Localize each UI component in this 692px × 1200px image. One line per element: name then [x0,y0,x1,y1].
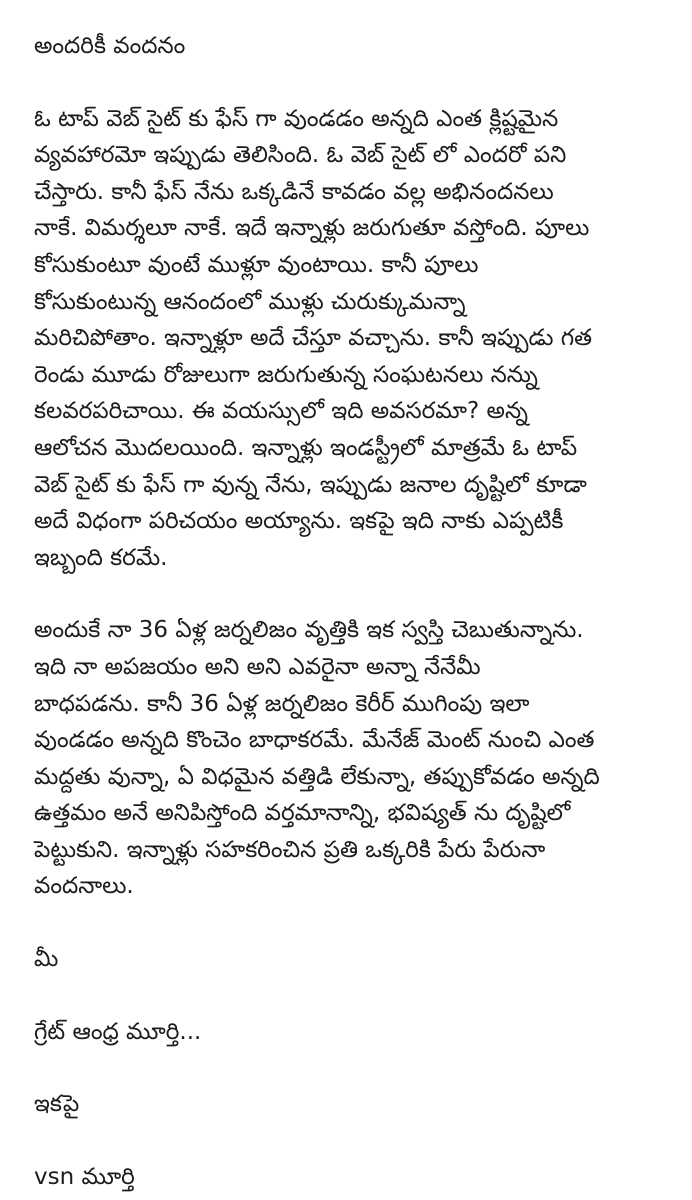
greeting-line: అందరికీ వందనం [34,33,186,59]
former-name [34,1014,670,1051]
henceforth-text: ఇకపై [34,1091,80,1118]
paragraph-2-line: వుండడం అన్నది కొంచెం బాధాకరమే. మేనేజ్ మెంట్ నుంచి ఎంత [34,727,595,754]
paragraph-1-line: వ్యవహారమో ఇప్పుడు తెలిసింది. ఓ వెబ్ సైట్ లో ఎందరో పని [34,142,567,169]
former-name-text: గ్రేట్ ఆంధ్ర మూర్తి... [34,1018,202,1045]
paragraph-2-line: ఉత్తమం అనే అనిపిస్తోంది వర్తమానాన్ని, భవిష్యత్ ను దృష్టిలో [34,800,571,827]
paragraph-2-line: వందనాలు. [34,873,134,900]
paragraph-2-line: అందుకే నా 36 ఏళ్ల జర్నలిజం వృత్తికి ఇక స్వస్తి చెబుతున్నాను. [34,617,584,644]
letter-page [34,28,670,1195]
paragraph-1-line: అదే విధంగా పరిచయం అయ్యాను. ఇకపై ఇది నాకు ఎప్పటికీ [34,508,564,535]
greeting [34,28,670,65]
paragraph-2-line: పెట్టుకుని. ఇన్నాళ్లు సహకరించిన ప్రతి ఒక్కరికి పేరు పేరునా [34,836,546,863]
paragraph-1-line: వెబ్ సైట్ కు ఫేస్ గా వున్న నేను, ఇప్పుడు జనాల దృష్టిలో కూడా [34,471,587,498]
paragraph-1-line: ఇబ్బంది కరమే. [34,544,168,571]
paragraph-1-line: ఓ టాప్ వెబ్ సైట్ కు ఫేస్ గా వుండడం అన్నది ఎంత క్లిష్టమైన [34,105,559,132]
closing-you-text: మీ [34,946,59,973]
paragraph-2-line: బాధపడను. కానీ 36 ఏళ్ల జర్నలిజం కెరీర్ ముగింపు ఇలా [34,690,530,717]
paragraph-1-line: నాకే. విమర్శలూ నాకే. ఇదే ఇన్నాళ్లు జరుగుతూ వస్తోంది. పూలు [34,215,590,242]
henceforth [34,1086,670,1123]
paragraph-1-line: కోసుకుంటూ వుంటే ముళ్లూ వుంటాయి. కానీ పూలు [34,251,479,278]
paragraph-2-line: మద్దతు వున్నా, ఏ విధమైన వత్తిడి లేకున్నా, తప్పుకోవడం అన్నది [34,763,600,790]
signature-text: vsn మూర్తి [34,1163,135,1190]
paragraph-1-line: చేస్తారు. కానీ ఫేస్ నేను ఒక్కడినే కావడం వల్ల అభినందనలు [34,178,554,205]
paragraph-1 [34,101,670,577]
signature [34,1159,670,1196]
paragraph-2 [34,612,670,905]
paragraph-1-line: మరిచిపోతాం. ఇన్నాళ్లూ అదే చేస్తూ వచ్చాను. కానీ ఇప్పుడు గత [34,325,593,352]
paragraph-1-line: కలవరపరిచాయి. ఈ వయస్సులో ఇది అవసరమా? అన్న [34,398,528,425]
paragraph-1-line: ఆలోచన మొదలయింది. ఇన్నాళ్లు ఇండస్ట్రీలో మాత్రమే ఓ టాప్ [34,434,578,461]
paragraph-2-line: ఇది నా అపజయం అని అని ఎవరైనా అన్నా నేనేమీ [34,653,481,680]
paragraph-1-line: కోసుకుంటున్న ఆనందంలో ముళ్లు చురుక్కుమన్నా [34,288,466,315]
closing-you [34,941,670,978]
paragraph-1-line: రెండు మూడు రోజులుగా జరుగుతున్న సంఘటనలు నన్ను [34,361,538,388]
